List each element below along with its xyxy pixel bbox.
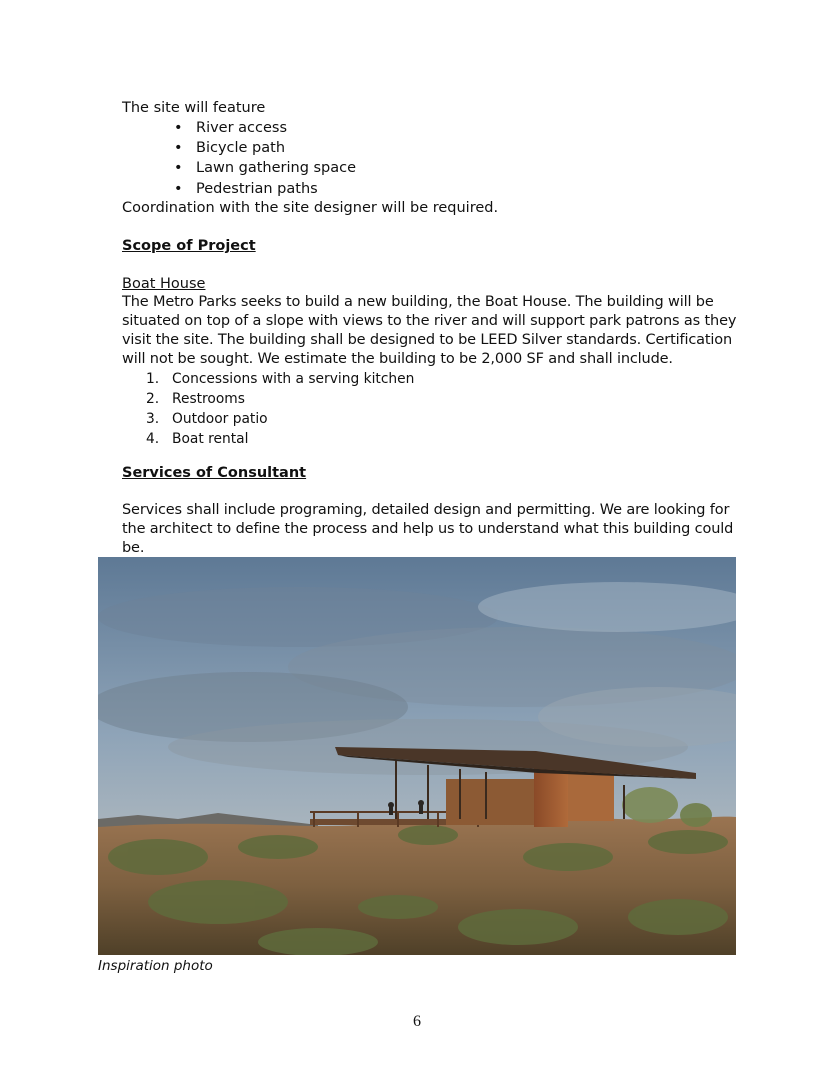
list-item: • Lawn gathering space bbox=[174, 158, 356, 178]
bullet-icon: • bbox=[174, 120, 183, 136]
scope-item-list bbox=[146, 369, 414, 449]
feature-list bbox=[174, 118, 356, 199]
services-heading: Services of Consultant bbox=[122, 465, 307, 481]
list-item: 4. Boat rental bbox=[146, 431, 249, 447]
inspiration-photo bbox=[98, 557, 736, 955]
services-paragraph: Services shall include programing, detailed design and permitting. We are looking for the architect to define the process and help us to understand what this building could be. bbox=[122, 502, 734, 556]
page-number: 6 bbox=[413, 1013, 421, 1030]
list-item: • River access bbox=[174, 118, 356, 138]
boat-house-subheading: Boat House bbox=[122, 276, 206, 292]
coordination-note: Coordination with the site designer will be required. bbox=[122, 200, 499, 216]
list-item: 1. Concessions with a serving kitchen bbox=[146, 371, 415, 387]
bullet-icon: • bbox=[174, 140, 183, 157]
scope-paragraph: The Metro Parks seeks to build a new building, the Boat House. The building will be situated on top of a slope with views to the river and will support park patrons as they visit the site. The building shall be designed to be LEED Silver standards. Certification will not be sought. We estimate the building to be 2,000 SF and shall include. bbox=[122, 294, 737, 367]
site-intro: The site will feature bbox=[122, 100, 266, 116]
list-item: • Pedestrian paths bbox=[174, 179, 356, 199]
photo-caption: Inspiration photo bbox=[98, 958, 213, 974]
scope-heading: Scope of Project bbox=[122, 238, 256, 254]
bullet-icon: • bbox=[174, 180, 183, 197]
bullet-icon: • bbox=[174, 160, 183, 177]
list-item: 3. Outdoor patio bbox=[146, 411, 268, 427]
list-item: 2. Restrooms bbox=[146, 391, 245, 407]
list-item: • Bicycle path bbox=[174, 138, 356, 158]
